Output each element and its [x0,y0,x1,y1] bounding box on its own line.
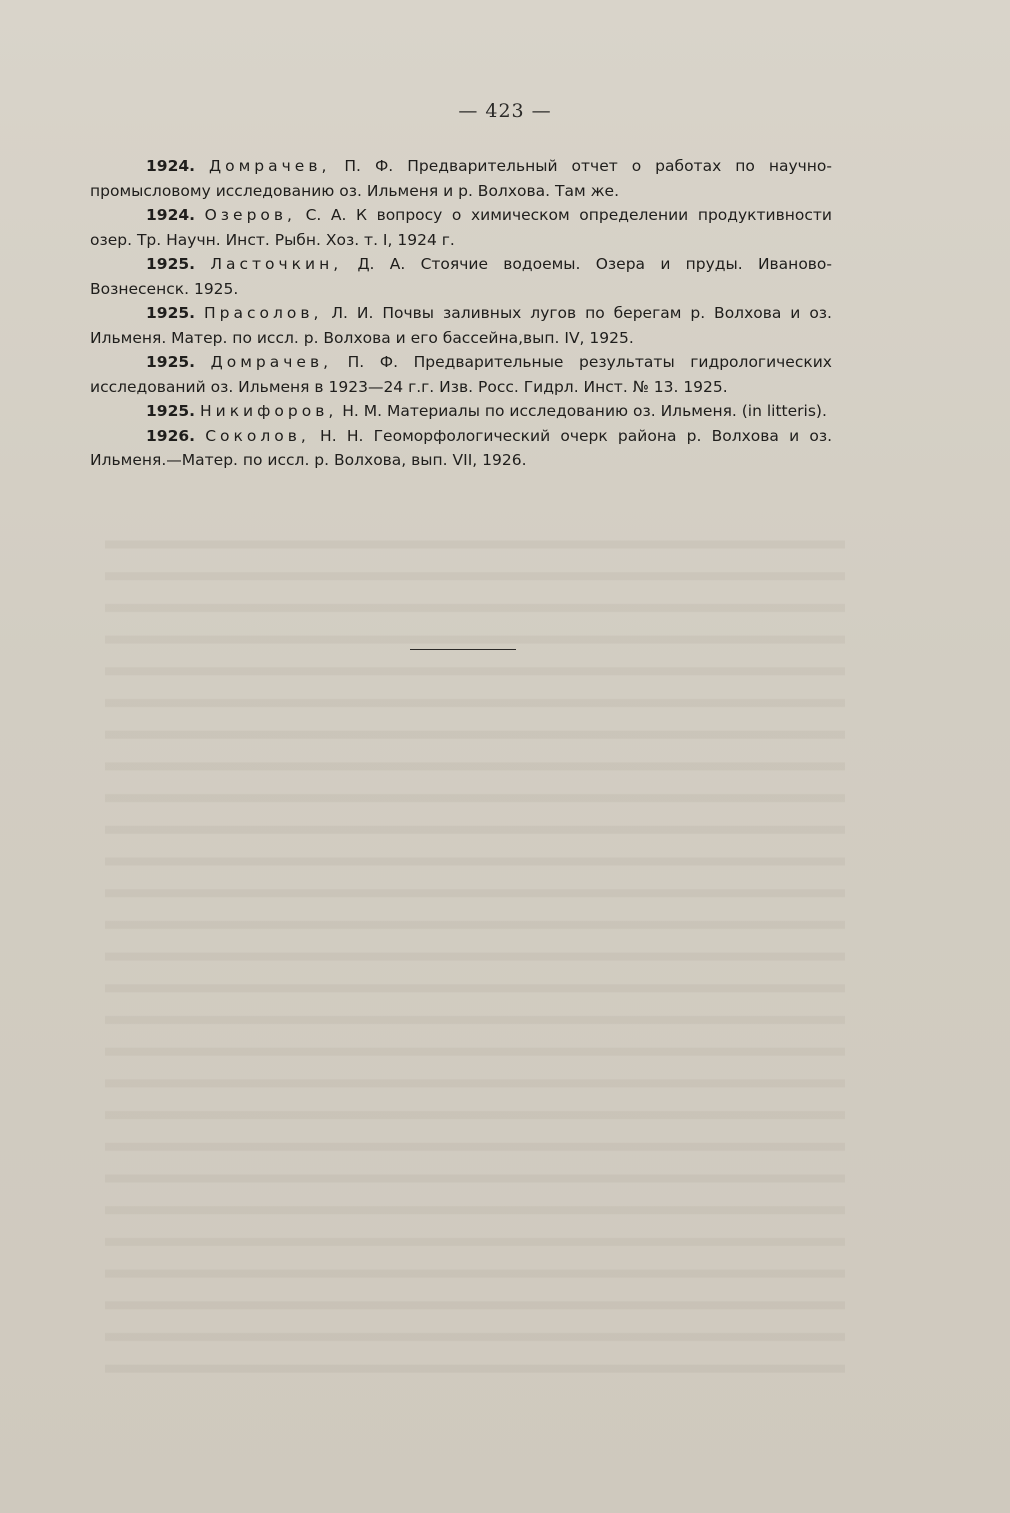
reference-initials: П. Ф. [347,353,399,371]
reference-list [90,154,832,473]
reference-author: Прасолов, [203,304,323,322]
reference-year: 1925. [146,402,196,420]
reference-entry [90,399,832,424]
reference-year: 1924. [146,206,196,224]
reference-text: Материалы по исследованию оз. Ильменя. (in litteris). [386,402,827,420]
reference-text: К вопросу о химическом определении продуктивности озер. Тр. Научн. Инст. Рыбн. Хоз. т. I, 1924 г. [90,206,833,249]
reference-entry [90,350,832,399]
reference-text: Почвы заливных лугов по берегам р. Волхова и оз. Ильменя. Матер. по иссл. р. Волхова и его бассейна,вып. IV, 1925. [90,304,832,347]
reference-author: Озеров, [204,206,296,224]
reference-author: Домрачев, [209,157,331,175]
reference-year: 1925. [146,304,196,322]
reference-text: Геоморфологический очерк района р. Волхова и оз. Ильменя.—Матер. по иссл. р. Волхова, вып. VII, 1926. [90,426,833,469]
reference-author: Ласточкин, [210,255,343,273]
reference-author: Никифоров, [199,402,338,420]
reference-year: 1925. [146,255,196,273]
reference-entry [90,301,832,350]
reference-initials: Д. А. [357,255,406,273]
reference-year: 1926. [146,426,196,445]
reference-entry [90,424,832,473]
reference-initials: Н. М. [342,402,383,420]
page-number: — 423 — [458,100,552,122]
reference-initials: С. А. [305,206,347,224]
reference-text: Предварительные результаты гидрологических исследований оз. Ильменя в 1923—24 г.г. Изв. Росс. Гидрл. Инст. № 13. 1925. [90,353,832,396]
reference-initials: Л. И. [331,304,374,322]
reference-year: 1925. [146,353,196,371]
reference-year: 1924. [146,157,196,175]
section-divider-line [410,649,516,650]
reference-initials: Н. Н. [320,426,364,445]
reference-text: Предварительный отчет о работах по научно-промысловому исследованию оз. Ильменя и р. Волхова. Там же. [90,157,832,200]
reference-entry [90,252,832,301]
reference-initials: П. Ф. [344,157,394,175]
reference-text: Стоячие водоемы. Озера и пруды. Иваново-Вознесенск. 1925. [90,255,833,298]
reference-entry [90,203,832,252]
reference-author: Домрачев, [210,353,333,371]
reference-entry [90,154,832,203]
reference-author: Соколов, [205,426,310,445]
